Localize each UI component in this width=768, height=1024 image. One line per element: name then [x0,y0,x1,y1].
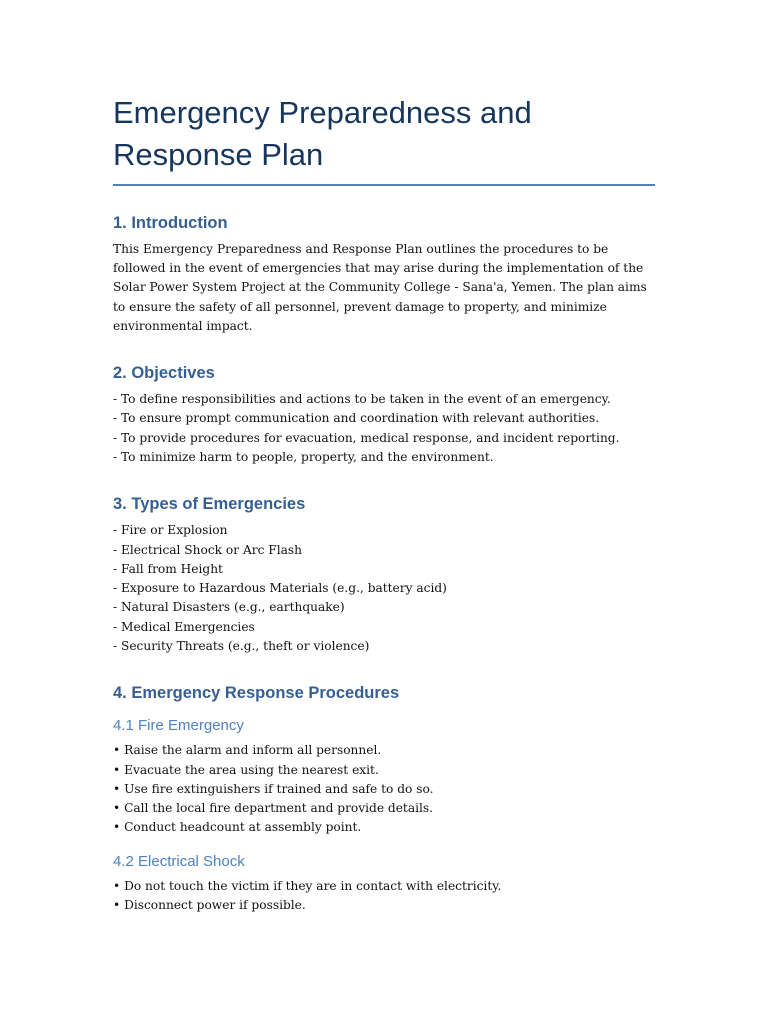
electrical-procedure-list [113,877,655,916]
list-item: - To define responsibilities and actions to be taken in the event of an emergency. [113,392,611,407]
subsection-heading: 4.2 Electrical Shock [113,852,245,870]
list-item: • Use fire extinguishers if trained and safe to do so. [113,781,434,796]
subsection-electrical-shock [113,852,655,916]
list-item: - Electrical Shock or Arc Flash [113,542,303,557]
section-response-procedures [113,682,655,915]
document-page [113,92,655,929]
list-item: - Security Threats (e.g., theft or violence) [113,638,370,653]
subsection-fire-emergency [113,716,655,837]
list-item: - To provide procedures for evacuation, medical response, and incident reporting. [113,430,620,445]
list-item: • Disconnect power if possible. [113,898,306,913]
section-objectives [113,362,655,467]
title-divider [113,184,655,186]
section-heading: 1. Introduction [113,214,228,232]
section-heading: 3. Types of Emergencies [113,495,306,514]
section-introduction [113,212,655,336]
section-types-of-emergencies [113,493,655,656]
subsection-heading: 4.1 Fire Emergency [113,717,244,735]
list-item: - Natural Disasters (e.g., earthquake) [113,600,345,615]
section-heading: 4. Emergency Response Procedures [113,684,400,703]
list-item: • Call the local fire department and provide details. [113,801,434,816]
objectives-list [113,390,655,467]
fire-procedure-list [113,741,655,837]
introduction-paragraph: This Emergency Preparedness and Response Plan outlines the procedures to be followed in the event of emergencies that may arise during the implementation of the Solar Power System Project at the Community College - Sana'a, Yemen. The plan aims to ensure the safety of all personnel, prevent damage to property, and minimize environmental impact. [113,242,647,333]
document-title: Emergency Preparedness and Response Plan [113,95,532,172]
list-item: - Medical Emergencies [113,619,255,634]
list-item: • Raise the alarm and inform all personnel. [113,743,382,758]
list-item: - Fire or Explosion [113,523,228,538]
emergency-types-list [113,521,655,656]
list-item: - To minimize harm to people, property, and the environment. [113,449,494,464]
list-item: - Exposure to Hazardous Materials (e.g., battery acid) [113,581,447,596]
list-item: • Do not touch the victim if they are in contact with electricity. [113,878,502,893]
list-item: • Conduct headcount at assembly point. [113,820,362,835]
list-item: - Fall from Height [113,561,223,576]
list-item: - To ensure prompt communication and coordination with relevant authorities. [113,411,600,426]
section-heading: 2. Objectives [113,364,215,383]
list-item: • Evacuate the area using the nearest exit. [113,762,379,777]
